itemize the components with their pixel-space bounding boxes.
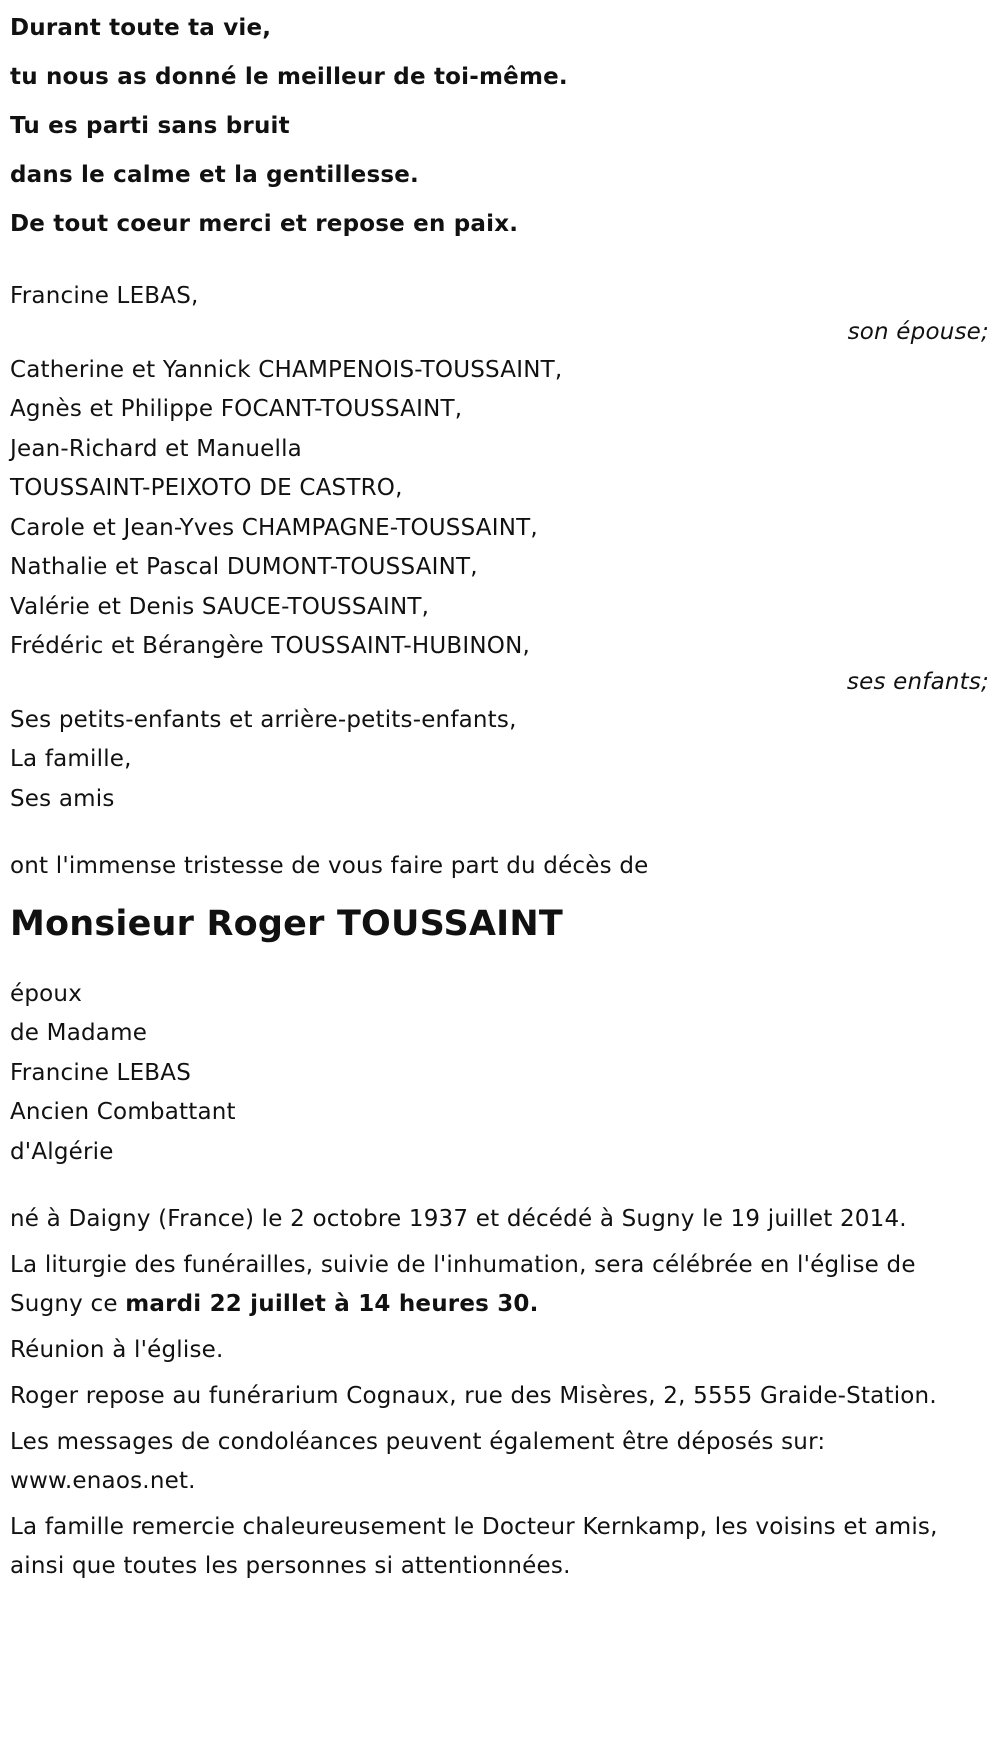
announcement: ont l'immense tristesse de vous faire part du décès de (10, 853, 649, 879)
child-name: Agnès et Philippe FOCANT-TOUSSAINT, (10, 396, 463, 422)
poem (10, 4, 990, 249)
spouse-name: Francine LEBAS, (10, 283, 199, 309)
detail-line: de Madame (10, 1020, 148, 1046)
spouse-role: son épouse; (847, 318, 989, 345)
child-name: Valérie et Denis SAUCE-TOUSSAINT, (10, 593, 430, 620)
detail-line: Francine LEBAS (10, 1059, 192, 1086)
poem-line: Durant toute ta vie, (10, 15, 272, 41)
others-section (10, 701, 990, 820)
poem-line: Tu es parti sans bruit (10, 113, 290, 139)
children-section (10, 351, 990, 697)
detail-line: époux (10, 980, 83, 1007)
child-name: Nathalie et Pascal DUMONT-TOUSSAINT, (10, 554, 478, 580)
thanks-info: La famille remercie chaleureusement le Docteur Kernkamp, les voisins et amis, ainsi que toutes les personnes si attentionnées. (10, 1514, 938, 1579)
funeral-info (10, 1246, 990, 1324)
child-name: Carole et Jean-Yves CHAMPAGNE-TOUSSAINT, (10, 514, 538, 541)
funeral-date: mardi 22 juillet à 14 heures 30. (125, 1291, 539, 1317)
deceased-details (10, 975, 990, 1173)
child-name: Catherine et Yannick CHAMPENOIS-TOUSSAINT, (10, 356, 563, 383)
child-name: TOUSSAINT-PEIXOTO DE CASTRO, (10, 475, 403, 501)
condolences-info: Les messages de condoléances peuvent également être déposés sur: www.enaos.net. (10, 1429, 826, 1494)
birth-death: né à Daigny (France) le 2 octobre 1937 et décédé à Sugny le 19 juillet 2014. (10, 1206, 907, 1232)
rest-info: Roger repose au funérarium Cognaux, rue des Misères, 2, 5555 Graide-Station. (10, 1383, 937, 1409)
deceased-name: Monsieur Roger TOUSSAINT (10, 903, 563, 944)
detail-line: Ancien Combattant (10, 1099, 236, 1125)
meeting-info: Réunion à l'église. (10, 1337, 224, 1363)
poem-line: dans le calme et la gentillesse. (10, 162, 419, 188)
others-line: Ses petits-enfants et arrière-petits-enfants, (10, 706, 517, 733)
poem-line: De tout coeur merci et repose en paix. (10, 211, 519, 237)
funeral-text: La liturgie des funérailles, suivie de l'inhumation, sera célébrée en l'église de Sugny ce (10, 1252, 916, 1317)
child-name: Jean-Richard et Manuella (10, 435, 302, 462)
poem-line: tu nous as donné le meilleur de toi-même. (10, 64, 568, 90)
others-line: Ses amis (10, 785, 115, 812)
detail-line: d'Algérie (10, 1138, 114, 1165)
child-name: Frédéric et Bérangère TOUSSAINT-HUBINON, (10, 633, 530, 659)
spouse-section (10, 277, 990, 347)
children-role: ses enfants; (846, 668, 989, 695)
others-line: La famille, (10, 746, 132, 772)
